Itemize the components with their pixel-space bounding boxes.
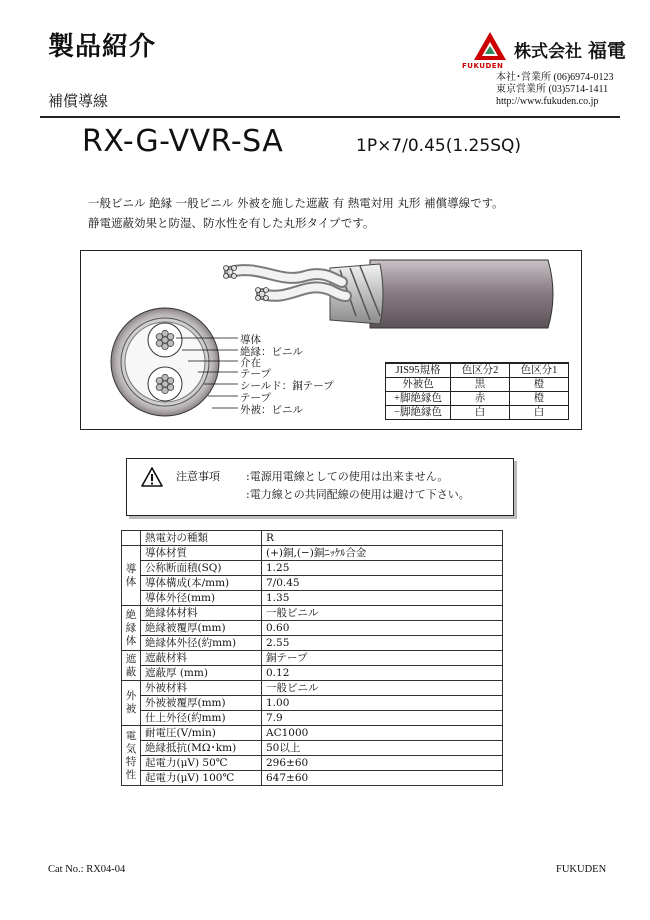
jis-color-table bbox=[385, 362, 569, 420]
table-row bbox=[122, 741, 503, 756]
spec-value: 50以上 bbox=[262, 741, 503, 756]
spec-value: (+)銅,(−)銅ﾆｯｹﾙ合金 bbox=[262, 546, 503, 561]
spec-value: 647±60 bbox=[262, 771, 503, 786]
spec-value: 0.12 bbox=[262, 666, 503, 681]
label-tape-inner: テープ bbox=[240, 368, 271, 380]
catalog-number: Cat No.: RX04-04 bbox=[48, 864, 126, 875]
table-row bbox=[122, 621, 503, 636]
spec-value: 銅テープ bbox=[262, 651, 503, 666]
spec-name: 起電力(μV) 50℃ bbox=[141, 756, 262, 771]
table-row bbox=[122, 546, 503, 561]
spec-name: 絶縁体材料 bbox=[141, 606, 262, 621]
category-cell bbox=[122, 531, 141, 546]
table-row bbox=[386, 363, 569, 378]
spec-value: 7.9 bbox=[262, 711, 503, 726]
footer-brand: FUKUDEN bbox=[556, 864, 607, 875]
spec-name: 遮蔽材料 bbox=[141, 651, 262, 666]
label-tape-outer: テープ bbox=[240, 392, 271, 404]
spec-value: 1.35 bbox=[262, 591, 503, 606]
table-cell: 橙 bbox=[510, 378, 569, 392]
table-row bbox=[386, 406, 569, 420]
table-cell: 橙 bbox=[510, 392, 569, 406]
category-cell: 外被 bbox=[122, 681, 141, 726]
table-row bbox=[122, 636, 503, 651]
contact-line: 東京営業所 (03)5714-1411 bbox=[496, 84, 609, 95]
table-row bbox=[122, 726, 503, 741]
table-row bbox=[122, 681, 503, 696]
label-insulation: 絶縁：ビニル bbox=[240, 346, 303, 358]
contact-info bbox=[496, 72, 614, 108]
warning-icon bbox=[140, 466, 164, 488]
spec-name: 絶縁抵抗(MΩ･km) bbox=[141, 741, 262, 756]
table-cell: 外被色 bbox=[386, 378, 451, 392]
product-code: RX-G-VVR-SA bbox=[82, 124, 284, 159]
fukuden-logo-icon bbox=[470, 30, 510, 64]
table-cell: −脚絶縁色 bbox=[386, 406, 451, 420]
header-divider bbox=[40, 116, 620, 118]
spec-value: 7/0.45 bbox=[262, 576, 503, 591]
table-row bbox=[122, 696, 503, 711]
table-header-cell: 色区分1 bbox=[510, 363, 569, 378]
spec-name: 遮蔽厚 (mm) bbox=[141, 666, 262, 681]
spec-name: 熱電対の種類 bbox=[141, 531, 262, 546]
spec-table bbox=[121, 530, 503, 786]
spec-name: 公称断面積(SQ) bbox=[141, 561, 262, 576]
table-cell: +脚絶縁色 bbox=[386, 392, 451, 406]
table-cell: 黒 bbox=[451, 378, 510, 392]
spec-value: 0.60 bbox=[262, 621, 503, 636]
spec-name: 絶縁被覆厚(mm) bbox=[141, 621, 262, 636]
table-row bbox=[122, 666, 503, 681]
category-cell: 導体 bbox=[122, 546, 141, 606]
product-spec: 1P×7/0.45(1.25SQ) bbox=[356, 136, 521, 156]
spec-name: 絶縁体外径(約mm) bbox=[141, 636, 262, 651]
spec-name: 導体材質 bbox=[141, 546, 262, 561]
table-row bbox=[122, 606, 503, 621]
company-name bbox=[514, 36, 626, 63]
table-row bbox=[122, 576, 503, 591]
table-row bbox=[122, 756, 503, 771]
table-header-cell: JIS95規格 bbox=[386, 363, 451, 378]
label-conductor: 導体 bbox=[240, 334, 261, 346]
label-filler: 介在 bbox=[240, 357, 261, 369]
table-row bbox=[386, 392, 569, 406]
caution-title: 注意事項 bbox=[176, 470, 220, 483]
table-row bbox=[122, 531, 503, 546]
table-row bbox=[122, 591, 503, 606]
table-header-cell: 色区分2 bbox=[451, 363, 510, 378]
table-cell: 白 bbox=[510, 406, 569, 420]
spec-value: 296±60 bbox=[262, 756, 503, 771]
spec-name: 外被被覆厚(mm) bbox=[141, 696, 262, 711]
table-cell: 白 bbox=[451, 406, 510, 420]
label-sheath: 外被：ビニル bbox=[240, 404, 303, 416]
page-subtitle: 補償導線 bbox=[48, 92, 109, 110]
spec-name: 外被材料 bbox=[141, 681, 262, 696]
contact-line: 本社･営業所 (06)6974-0123 bbox=[496, 72, 614, 83]
category-cell: 電気特性 bbox=[122, 726, 141, 786]
spec-value: 一般ビニル bbox=[262, 681, 503, 696]
caution-line: :電源用電線としての使用は出来ません。 bbox=[246, 470, 449, 483]
table-row bbox=[122, 651, 503, 666]
spec-name: 導体構成(本/mm) bbox=[141, 576, 262, 591]
table-row bbox=[122, 711, 503, 726]
page-title: 製品紹介 bbox=[48, 32, 157, 62]
company-name-main: 福電 bbox=[587, 40, 626, 62]
company-prefix: 株式会社 bbox=[514, 42, 582, 62]
spec-value: R bbox=[262, 531, 503, 546]
table-row bbox=[386, 378, 569, 392]
spec-name: 導体外径(mm) bbox=[141, 591, 262, 606]
table-row bbox=[122, 561, 503, 576]
logo-wordmark: FUKUDEN bbox=[462, 62, 504, 70]
category-cell: 絶縁体 bbox=[122, 606, 141, 651]
spec-value: 一般ビニル bbox=[262, 606, 503, 621]
spec-name: 耐電圧(V/min) bbox=[141, 726, 262, 741]
description-line: 静電遮蔽効果と防湿、防水性を有した丸形タイプです。 bbox=[88, 216, 375, 230]
website-link[interactable]: http://www.fukuden.co.jp bbox=[496, 96, 599, 107]
caution-line: :電力線との共同配線の使用は避けて下さい。 bbox=[246, 488, 470, 501]
table-cell: 赤 bbox=[451, 392, 510, 406]
spec-name: 仕上外径(約mm) bbox=[141, 711, 262, 726]
spec-value: 2.55 bbox=[262, 636, 503, 651]
product-description bbox=[88, 193, 504, 233]
description-line: 一般ビニル 絶縁 一般ビニル 外被を施した遮蔽 有 熱電対用 丸形 補償導線です。 bbox=[88, 196, 504, 210]
spec-value: AC1000 bbox=[262, 726, 503, 741]
label-shield: シールド：銅テープ bbox=[240, 380, 334, 392]
category-cell: 遮蔽 bbox=[122, 651, 141, 681]
spec-value: 1.00 bbox=[262, 696, 503, 711]
table-row bbox=[122, 771, 503, 786]
spec-name: 起電力(μV) 100℃ bbox=[141, 771, 262, 786]
spec-value: 1.25 bbox=[262, 561, 503, 576]
